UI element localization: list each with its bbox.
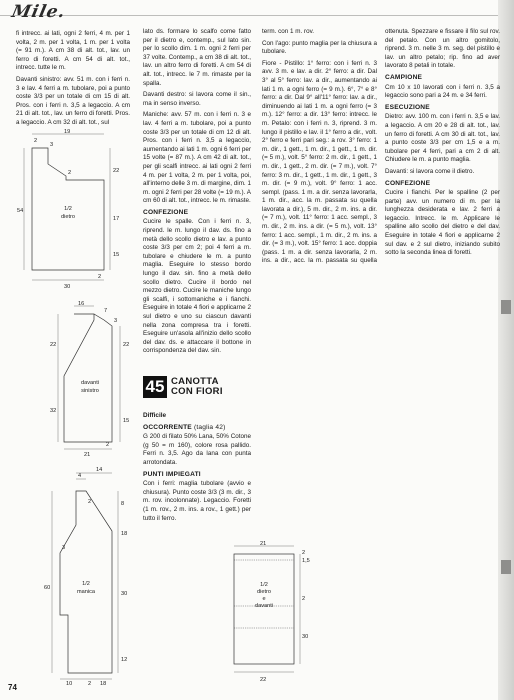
paragraph: lato ds. formare lo scalfo come fatto per il dietro e, contemp., sul lato sin. per lo scollo dim. 1 m. ogni 2 ferri per 37 volte. Contemp., a cm 38 di alt. tot., lav. un altro ferro di foretti. A cm 54 di alt. tot., intrecc. le 7 m. rimaste per la spalla.	[143, 28, 251, 87]
dim-label: 2	[302, 596, 306, 602]
schematic-davanti	[50, 301, 140, 458]
paragraph: Con i ferri: maglia tubolare (avvio e chiusura). Punto coste 3/3 (3 m. dir., 3 m. rov. incolonnate). Legaccio. Foretti (1 m. rov., 2 m. ins. a rov., 1 gett.) per tutto il ferro.	[143, 480, 251, 522]
top-rule	[0, 15, 500, 16]
dim-label: 3	[114, 318, 118, 324]
schematic-dietro	[18, 128, 136, 288]
dim-label: 2	[88, 681, 92, 687]
paragraph: Davanti: si lavora come il dietro.	[385, 167, 475, 175]
diagram-label: dietro	[257, 589, 271, 595]
section-heading: CONFEZIONE	[385, 179, 431, 187]
dim-label: 8	[121, 501, 125, 507]
paragraph: Maniche: avv. 57 m. con i ferri n. 3 e lav. 4 ferri a m. tubolare, poi a punto coste 3/3 per un totale di cm 12 di alt. Pros. con i ferri n. 3,5 a legaccio, aumentando ai lati 1 m. ogni 6 ferri per 15 volte (= 87 m.). A cm 42 di alt. tot., per gli scalfi intrecc. ai lati ogni 2 ferri 4 m. per 1 volta, 2 m. per 1 volta, poi, all'interno delle 3 m. di margine, dim. 1 m. ogni 2 ferri per 28 volte (= 19 m.). A cm 60 di alt. tot., intrecc. le m. rimaste.	[143, 111, 251, 205]
dim-label: 14	[96, 467, 103, 473]
paragraph: Dietro: avv. 100 m. con i ferri n. 3,5 e lav. a legaccio. A cm 20 e 28 di alt. tot., lav. un ferro di foretti. A cm 30 di alt. tot., lav. a punto coste 3/3 per cm 1,5 e a m. tubolare per 4 ferri, pari a cm 2 di alt. Chiudere le m. a punto maglia.	[385, 113, 500, 164]
occorrente-size: (taglia 42)	[193, 423, 226, 431]
dim-label: 15	[113, 252, 120, 258]
dim-label: 3	[62, 545, 66, 551]
dim-label: 22	[113, 168, 120, 174]
dim-label: 2	[88, 499, 92, 505]
dim-label: 16	[78, 301, 85, 307]
pattern-title-line: CANOTTA	[171, 376, 219, 387]
diagram-label: 1/2	[82, 581, 90, 587]
dim-label: 54	[17, 208, 24, 214]
diagram-label: 1/2	[260, 582, 268, 588]
paragraph: G 200 di filato 50% Lana, 50% Cotone (g 50 = m 160), colore rosa pallido. Ferri n. 3,5. Ago da lana con punta arrotondata.	[143, 433, 251, 466]
diagram-label: manica	[76, 589, 96, 595]
diagram-label: davanti	[254, 603, 274, 609]
pattern-title	[171, 377, 223, 397]
dim-label: 22	[260, 677, 267, 683]
dim-label: 21	[260, 541, 267, 547]
paragraph: Cm 10 x 10 lavorati con i ferri n. 3,5 a legaccio sono pari a 24 m. e 34 ferri.	[385, 83, 500, 100]
paragraph: Cucire i fianchi. Per le spalline (2 per parte) avv. un numero di m. per la lunghezza desiderata e lav. 2 ferri a legaccio. Intrecc. le m. Applicare le spalline allo scollo del dietro e del dav. Eseguire in totale 4 fiori e applicarne 2 sul dav. e 2 sul dietro, iniziando subito sotto la seconda linea di foretti.	[385, 189, 500, 257]
column-2-text	[143, 28, 251, 355]
diagram-label: 1/2	[64, 206, 72, 212]
dim-label: 2	[98, 274, 102, 280]
paragraph: fi intrecc. ai lati, ogni 2 ferri, 4 m. per 1 volta, 2 m. per 1 volta, 1 m. per 1 volta (= 91 m.). A cm 38 di alt. tot., lav. un ferro di foretti. A cm 54 di alt. tot., intrecc. tutte le m.	[16, 30, 130, 72]
section-heading: CAMPIONE	[385, 73, 423, 81]
column-3-text	[262, 28, 500, 548]
paragraph: Davanti sinistro: avv. 51 m. con i ferri n. 3 e lav. 4 ferri a m. tubolare, poi a punto coste 3/3 per un totale di cm 15 di alt. Pros. con i ferri n. 3,5 a legaccio. A cm 21 di alt. tot., lav. un ferro di foretti. Pros. a legaccio. A cm 32 di alt. tot., sul	[16, 75, 130, 126]
diagram-dietro	[18, 128, 136, 288]
dim-label: 30	[64, 284, 71, 290]
pattern-banner	[143, 372, 253, 402]
section-heading: CONFEZIONE	[143, 208, 189, 216]
dim-label: 60	[44, 585, 51, 591]
dim-label: 18	[121, 531, 128, 537]
dim-label: 2	[68, 170, 72, 176]
pattern-title-line: CON FIORI	[171, 386, 223, 397]
schematic-manica	[38, 465, 138, 685]
diagram-manica	[38, 465, 138, 685]
dim-label: 10	[66, 681, 73, 687]
occorrente-heading	[143, 424, 251, 433]
difficulty-label: Difficile	[143, 412, 167, 419]
column-1-text	[16, 30, 130, 125]
diagram-label: davanti	[80, 380, 100, 386]
diagram-canotta	[222, 540, 312, 685]
punti-heading: PUNTI IMPIEGATI	[143, 470, 201, 478]
page-number: 74	[8, 683, 17, 692]
dim-label: 12	[121, 657, 128, 663]
diagram-label: dietro	[61, 214, 75, 220]
dim-label: 2	[34, 138, 38, 144]
diagram-label: sinistro	[81, 388, 99, 394]
dim-label: 32	[50, 408, 57, 414]
pattern-materials	[143, 410, 251, 540]
paragraph: Fiore - Pistillo: 1° ferro: con i ferri n. 3 avv. 3 m. e lav. a dir. 2° ferro: a dir. Dal 3° al 5° ferro: lav. a dir., aumentando ai lati 1 m. a ogni ferro (= 9 m.). 6°, 7° e 8° ferro: a dir. Dal 9° all'11° ferro: lav. a dir., diminuendo ai lati 1 m. a ogni ferro (= 3 m.). 12° ferro: a dir. 13° ferro: intrecc. le m. Petalo: con i ferri n. 3, riprend. 3 m. lungo il pistillo e lav. il 1° ferro a dir., volt. 2° ferro e ferri pari seg.: a rov. 3° ferro: 1 m. dir., 1 gett., 1 m. dir., 1 gett., 1 m. dir. (= 5 m.), volt. 5° ferro: 2 m. dir., 1 gett., 1 m. dir., 1 gett., 2 m. dir. (= 7 m.), volt. 7° ferro: 3 m. dir., 1 gett., 1 m. dir., 1 gett., 3 m. dir. (= 9 m.), volt. 9° ferro: 1 acc. sempl. (pass. 1 m. a dir. senza lavorarla, 1 m. dir., acc. la m. passata su quella lavorata a dir.), 5 m. dir., 2 m. ins. a dir. (= 7 m.), volt. 11° ferro: 1 acc. sempl., 3 m. dir., 2 m. ins. a dir. (= 5 m.), volt. 13° ferro: 1 acc. sempl., 1 m. dir., 2 m. ins. a dir. (= 3 m.), volt. 15° ferro: 1 acc. doppia (pass. 1 m. a dir. senza lavorarla, 2 m. ins. a dir., acc. la m. passata su quella ottenuta. Spezzare e fissare il filo sul rov. del petalo. Con un altro gomitolo, riprend. 3 m. nelle 3 m. seg. del pistillo e lav. un altro petalo; rip. fino ad aver lavorato 8 petali in totale.	[262, 28, 500, 265]
pattern-number: 45	[143, 376, 167, 398]
dim-label: 22	[50, 342, 57, 348]
dim-label: 22	[123, 342, 130, 348]
dim-label: 4	[78, 473, 82, 479]
dim-label: 19	[64, 129, 71, 135]
page-edge-strip	[498, 0, 514, 700]
edge-notch	[501, 560, 511, 574]
dim-label: 15	[123, 418, 130, 424]
dim-label: 7	[104, 308, 108, 314]
diagram-label: e	[262, 596, 266, 602]
paragraph: term. con 1 m. rov.	[262, 28, 315, 35]
brand-logo: Mile.	[9, 2, 68, 22]
dim-label: 30	[121, 591, 128, 597]
paragraph: Con l'ago: punto maglia per la chiusura a tubolare.	[262, 39, 377, 56]
paragraph: Cucire le spalle. Con i ferri n. 3, riprend. le m. lungo il dav. ds. fino a metà dello scollo dietro e lav. a punto coste 3/3 per cm 2; poi 4 ferri a m. tubolare e chiudere le m. a punto maglia. Eseguire lo stesso bordo lungo il dav. sin. fino a metà dello scollo dietro. Cucire il bordo nel mezzo dietro. Cucire le maniche lungo gli scalfi, i sottomaniche e i fianchi. Eseguire in totale 4 fiori e applicarne 2 sul dietro e uno su ciascun davanti nella zona compresa tra i foretti. Eseguire un'asola all'inizio dello scollo del dav. ds. e attaccare il bottone in corrispondenza del dav. sin.	[143, 218, 251, 355]
edge-notch	[501, 300, 511, 314]
dim-label: 2	[106, 442, 110, 448]
dim-label: 1,5	[302, 558, 310, 564]
paragraph: Davanti destro: si lavora come il sin., ma in senso inverso.	[143, 91, 251, 107]
dim-label: 18	[100, 681, 107, 687]
occorrente-title: OCCORRENTE	[143, 423, 192, 431]
dim-label: 2	[302, 550, 306, 556]
diagram-davanti-sinistro	[50, 301, 140, 458]
schematic-canotta	[222, 540, 312, 685]
dim-label: 30	[302, 634, 309, 640]
dim-label: 17	[113, 216, 120, 222]
section-heading: ESECUZIONE	[385, 103, 430, 111]
dim-label: 21	[84, 452, 91, 458]
dim-label: 3	[50, 142, 54, 148]
